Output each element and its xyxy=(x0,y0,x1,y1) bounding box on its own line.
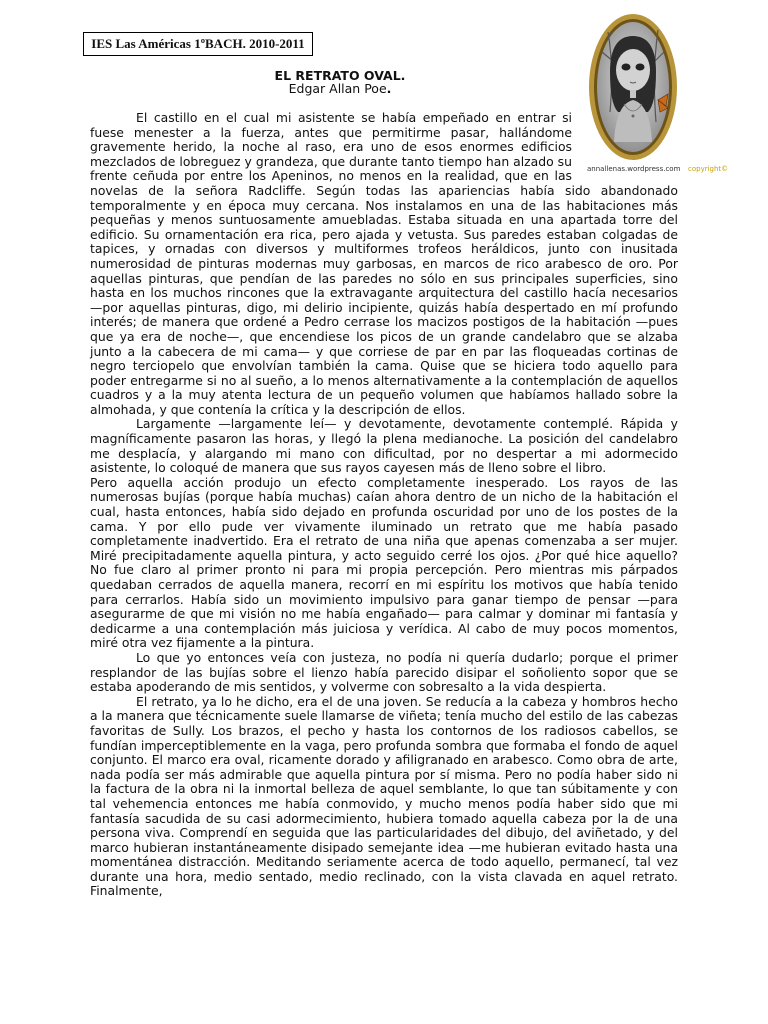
image-credit-site: annallenas.wordpress.com xyxy=(587,165,681,173)
paragraph-5: El retrato, ya lo he dicho, era el de una joven. Se reducía a la cabeza y hombros hecho a la manera que técnicamente suele llamarse de viñeta; tenía mucho del estilo de las cabezas favoritas de Sully. Los brazos, el pecho y hasta los contornos de los radiosos cabellos, se fundían imperceptiblemente en la vaga, pero profunda sombra que formaba el fondo de aquel conjunto. El marco era oval, ricamente dorado y afiligranado en arabesco. Como obra de arte, nada podía ser más admirable que aquella pintura por sí misma. Pero no podía haber sido ni la factura de la obra ni la inmortal belleza de aquel semblante, lo que tan súbitamente y con tal vehemencia entonces me había conmovido, y mucho menos podía haber sido que mi fantasía sacudida de su casi adormecimiento, hubiera tomado aquella cabeza por la de una persona viva. Comprendí en seguida que las particularidades del dibujo, del aviñetado, y del marco hubieran instantáneamente disipado semejante idea —me hubieran evitado hasta una momentánea distracción. Meditando seriamente acerca de todo aquello, permanecí, tal vez durante una hora, medio sentado, medio reclinado, con la vista clavada en aquel retrato. Finalmente, xyxy=(90,693,678,899)
author-period: . xyxy=(386,81,392,96)
image-credit-copyright: copyright© xyxy=(688,165,729,173)
course-header-box xyxy=(83,32,313,56)
paragraph-2: Largamente —largamente leí— y devotamente, devotamente contemplé. Rápida y magníficamente pasaron las horas, y llegó la plena medianoche. La posición del candelabro me desplacía, y alargando mi mano con dificultad, por no despertar a mi adormecido asistente, lo coloqué de manera que sus rayos cayesen más de lleno sobre el libro. xyxy=(90,416,678,476)
author-name: Edgar Allan Poe xyxy=(288,81,387,96)
course-header-text: IES Las Américas 1ºBACH. 2010-2011 xyxy=(91,36,305,51)
document-author xyxy=(180,81,500,97)
paragraph-1: El castillo en el cual mi asistente se había empeñado en entrar si fuese menester a la fuerza, antes que permitirme pasar, hallándome gravemente herido, la noche al raso, era uno de esos enormes edificios mezclados de lobreguez y grandeza, que durante tanto tiempo han alzado su frente ceñuda por entre los Apeninos, no menos en la realidad, que en las novelas de la señora Radcliffe. Según todas las apariencias había sido abandonado temporalmente y en época muy cercana. Nos instalamos en una de las habitaciones más pequeñas y menos suntuosamente amuebladas. Estaba situada en una apartada torre del edificio. Su ornamentación era rica, pero ajada y vetusta. Sus paredes estaban colgadas de tapices, y ornadas con diversos y multiformes trofeos heráldicos, junto con inusitada numerosidad de pinturas modernas muy garbosas, en marcos de rico arabesco de oro. Por aquellas pinturas, que pendían de las paredes no sólo en sus principales superficies, sino hasta en los muchos rincones que la extravagante arquitectura del castillo hacía necesarios —por aquellas pinturas, digo, mi delirio incipiente, quizás había despertado en mí profundo interés; de manera que ordené a Pedro cerrase los macizos postigos de la habitación —pues que ya era de noche—, que encendiese los picos de un grande candelabro que se alzaba junto a la cabecera de mi cama— y que corriese de par en par las floqueadas cortinas de negro terciopelo que envolvían también la cama. Quise que se hiciera todo aquello para poder entregarme si no al sueño, a lo menos alternativamente a la contemplación de aquellos cuadros y a la muy atenta lectura de un pequeño volumen que habíamos hallado sobre la almohada, y que contenía la crítica y la descripción de ellos. xyxy=(90,110,678,417)
story-body xyxy=(90,110,681,899)
paragraph-4: Lo que yo entonces veía con justeza, no podía ni quería dudarlo; porque el primer resplandor de las bujías sobre el lienzo había parecido disipar el soñoliento sopor que se estaba apoderando de mis sentidos, y volverme con sobresalto a la vida despierta. xyxy=(90,649,678,695)
document-title: EL RETRATO OVAL. xyxy=(274,68,406,83)
paragraph-3: Pero aquella acción produjo un efecto completamente inesperado. Los rayos de las numerosas bujías (porque había muchas) caían ahora dentro de un nicho de la habitación el cual, hasta entonces, había sido dejado en profunda oscuridad por uno de los postes de la cama. Y por ello pude ver vivamente iluminado un retrato que me había pasado completamente inadvertido. Era el retrato de una niña que apenas comenzaba a ser mujer. Miré precipitadamente aquella pintura, y acto seguido cerré los ojos. ¿Por qué hice aquello? No fue claro al primer pronto ni para mi propia percepción. Pero mientras mis párpados quedaban cerrados de aquella manera, recorrí en mi espíritu los motivos que había tenido para cerrarlos. Había sido un movimiento impulsivo para ganar tiempo de pensar —para asegurarme de que mi visión no me había engañado— para calmar y dominar mi fantasía y dedicarme a una contemplación más juiciosa y verídica. Al cabo de muy pocos momentos, miré otra vez fijamente a la pintura. xyxy=(90,474,678,651)
image-wrap-spacer xyxy=(572,111,681,173)
